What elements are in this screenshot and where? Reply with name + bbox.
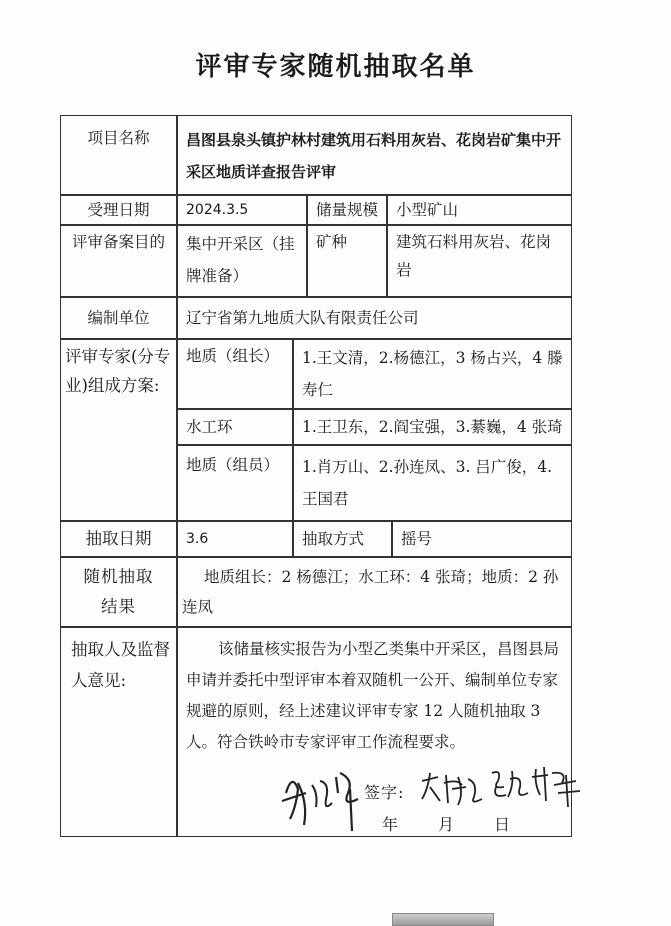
- supervisor-signature: [278, 763, 368, 833]
- expert-group-field: 水工环: [177, 409, 293, 445]
- scan-artifact: [392, 913, 494, 926]
- signer-signature-2: [488, 763, 584, 809]
- project-name: 昌图县泉头镇护林村建筑用石料用灰岩、花岗岩矿集中开采区地质详查报告评审: [186, 131, 562, 181]
- unit-label-cell: [60, 297, 177, 339]
- opinion-label-cell: [60, 627, 177, 837]
- sign-year: 年: [382, 815, 400, 834]
- draw-method-label: 抽取方式: [302, 530, 365, 548]
- accept-date: 2024.3.5: [186, 202, 249, 218]
- result-value: 地质组长：2 杨德江；水工环：4 张琦；地质：2 孙连凤: [182, 568, 559, 616]
- draw-method-value-cell: [392, 521, 572, 557]
- signer-signature-1: [418, 769, 488, 809]
- scale-label: 储量规模: [315, 201, 378, 219]
- draw-date-label-cell: [60, 521, 177, 557]
- page-title: 评审专家随机抽取名单: [195, 52, 476, 82]
- draw-method-label-cell: [293, 521, 392, 557]
- opinion-label: 抽取人及监督人意见:: [71, 640, 170, 690]
- sign-label: 签字:: [364, 783, 405, 802]
- expert-group-field: 地质（组长）: [177, 339, 293, 409]
- mineral-value: 建筑石料用灰岩、花岗岩: [396, 233, 552, 279]
- unit-label: 编制单位: [87, 309, 150, 327]
- mineral-value-cell: [387, 225, 572, 297]
- review-form: [60, 115, 572, 837]
- draw-date-label: 抽取日期: [85, 529, 152, 548]
- project-label-cell: [60, 115, 177, 195]
- result-label: 随机抽取结果: [83, 567, 154, 616]
- sign-month: 月: [438, 815, 456, 834]
- purpose-value-cell: [177, 225, 307, 297]
- accept-date-label: 受理日期: [87, 201, 150, 219]
- result-label-cell: [60, 557, 177, 627]
- scale-value: 小型矿山: [396, 201, 459, 219]
- expert-group-names: 1.王卫东，2.阎宝强，3.綦巍，4 张琦: [293, 409, 572, 445]
- mineral-label: 矿种: [316, 233, 348, 251]
- scale-label-cell: [307, 195, 387, 225]
- expert-group-names: 1.王文清，2.杨德江，3 杨占兴，4 滕寿仁: [293, 339, 572, 409]
- unit-value: 辽宁省第九地质大队有限责任公司: [186, 309, 419, 327]
- project-label: 项目名称: [87, 129, 150, 147]
- experts-label-cell: [60, 339, 177, 521]
- sign-day: 日: [494, 815, 512, 834]
- expert-group-names: 1.肖万山、2.孙连凤、3. 吕广俊，4. 王国君: [293, 445, 572, 521]
- purpose-label-cell: [60, 225, 177, 297]
- expert-group-field: 地质（组员）: [177, 445, 293, 521]
- experts-label: 评审专家(分专业)组成方案:: [65, 347, 171, 395]
- result-value-cell: [177, 557, 572, 627]
- draw-date: 3.6: [186, 531, 209, 547]
- mineral-label-cell: [307, 225, 387, 297]
- accept-date-label-cell: [60, 195, 177, 225]
- draw-date-value-cell: [177, 521, 293, 557]
- opinion-text: 该储量核实报告为小型乙类集中开采区，昌图县局申请并委托中型评审本着双随机一公开、编制单位专家规避的原则，经上述建议评审专家 12 人随机抽取 3 人。符合铁岭市专家评审工作流程要求。: [186, 640, 560, 751]
- purpose-label: 评审备案目的: [71, 233, 165, 251]
- unit-value-cell: [177, 297, 572, 339]
- purpose-value: 集中开采区（挂牌准备）: [186, 235, 295, 285]
- scale-value-cell: [387, 195, 572, 225]
- draw-method: 摇号: [401, 530, 433, 548]
- accept-date-value-cell: [177, 195, 307, 225]
- project-value-cell: [177, 115, 572, 195]
